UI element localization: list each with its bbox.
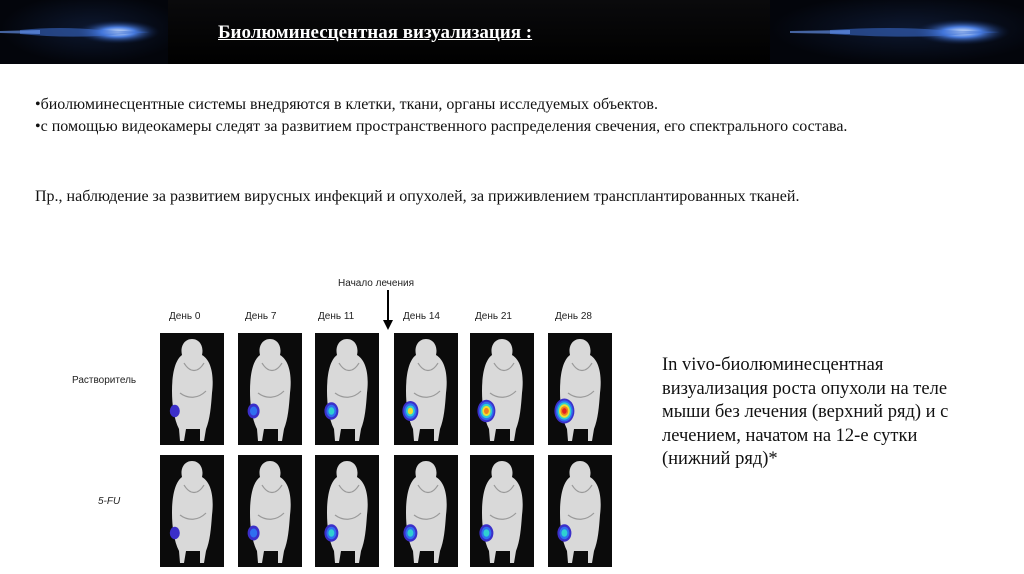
bullet-list bbox=[35, 94, 990, 138]
day-label: День 7 bbox=[245, 311, 277, 322]
fish-image-right bbox=[770, 0, 1024, 64]
mouse-image bbox=[470, 333, 534, 445]
treatment-start-label: Начало лечения bbox=[338, 278, 414, 289]
arrow-down-icon bbox=[382, 290, 394, 330]
mouse-image bbox=[160, 455, 224, 567]
header-banner bbox=[0, 0, 1024, 64]
mouse-image bbox=[548, 455, 612, 567]
mouse-image bbox=[394, 455, 458, 567]
example-text: Пр., наблюдение за развитием вирусных инфекций и опухолей, за приживлением трансплантированных тканей. bbox=[35, 188, 800, 205]
mouse-image bbox=[315, 455, 379, 567]
bullet-item: •с помощью видеокамеры следят за развитием пространственного распределения свечения, его спектрального состава. bbox=[35, 118, 848, 135]
page-title: Биолюминесцентная визуализация : bbox=[218, 22, 533, 43]
day-label: День 28 bbox=[555, 311, 592, 322]
mouse-image bbox=[238, 455, 302, 567]
mouse-image bbox=[160, 333, 224, 445]
bullet-item: •биолюминесцентные системы внедряются в клетки, ткани, органы исследуемых объектов. bbox=[35, 96, 658, 113]
mouse-image bbox=[238, 333, 302, 445]
mouse-image bbox=[548, 333, 612, 445]
day-label: День 0 bbox=[169, 311, 201, 322]
mouse-image bbox=[470, 455, 534, 567]
row-label: 5-FU bbox=[98, 496, 121, 507]
day-label: День 11 bbox=[318, 311, 355, 322]
mouse-image bbox=[315, 333, 379, 445]
row-label: Растворитель bbox=[72, 375, 137, 386]
day-label: День 14 bbox=[403, 311, 440, 322]
fish-image-left bbox=[0, 0, 168, 64]
mouse-image bbox=[394, 333, 458, 445]
day-label: День 21 bbox=[475, 311, 512, 322]
figure-caption: In vivo-биолюминесцентная визуализация роста опухоли на теле мыши без лечения (верхний ряд) и с лечением, начатом на 12-е сутки (нижний ряд)* bbox=[662, 355, 949, 469]
